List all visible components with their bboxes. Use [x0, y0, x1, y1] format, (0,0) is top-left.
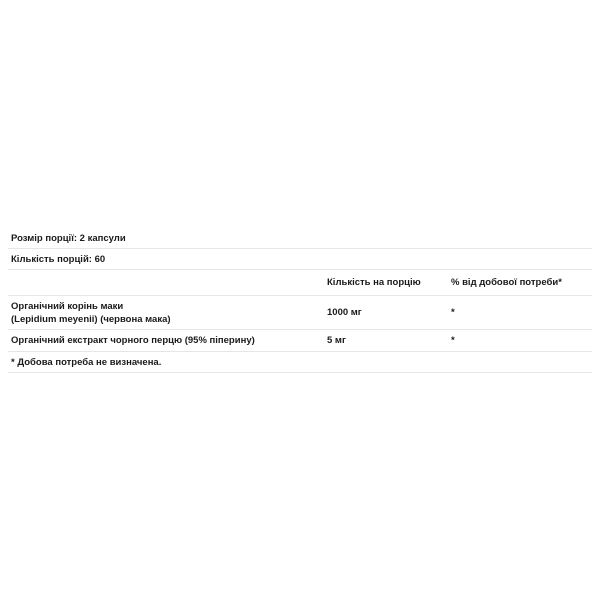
table-header-row — [8, 270, 592, 296]
ingredient-name: Органічний екстракт чорного перцю (95% піперину) — [11, 335, 255, 346]
supplement-facts-table — [8, 228, 592, 373]
footnote: * Добова потреба не визначена. — [11, 356, 162, 368]
ingredient-daily-value: * — [451, 335, 455, 346]
table-row — [8, 330, 592, 352]
servings-count-row — [8, 249, 592, 270]
ingredient-name-line1: Органічний корінь маки — [11, 300, 124, 312]
serving-size-row — [8, 228, 592, 249]
ingredient-amount: 1000 мг — [327, 307, 362, 318]
ingredient-daily-value: * — [451, 307, 455, 318]
ingredient-name — [11, 300, 327, 326]
table-row — [8, 296, 592, 330]
servings-count: Кількість порцій: 60 — [11, 253, 106, 265]
header-amount: Кількість на порцію — [327, 277, 421, 288]
ingredient-name-line2: (Lepidium meyenii) (червона мака) — [11, 313, 171, 325]
header-daily-value: % від добової потреби* — [451, 277, 562, 288]
footnote-row — [8, 352, 592, 373]
ingredient-amount: 5 мг — [327, 335, 346, 346]
serving-size: Розмір порції: 2 капсули — [11, 232, 126, 244]
